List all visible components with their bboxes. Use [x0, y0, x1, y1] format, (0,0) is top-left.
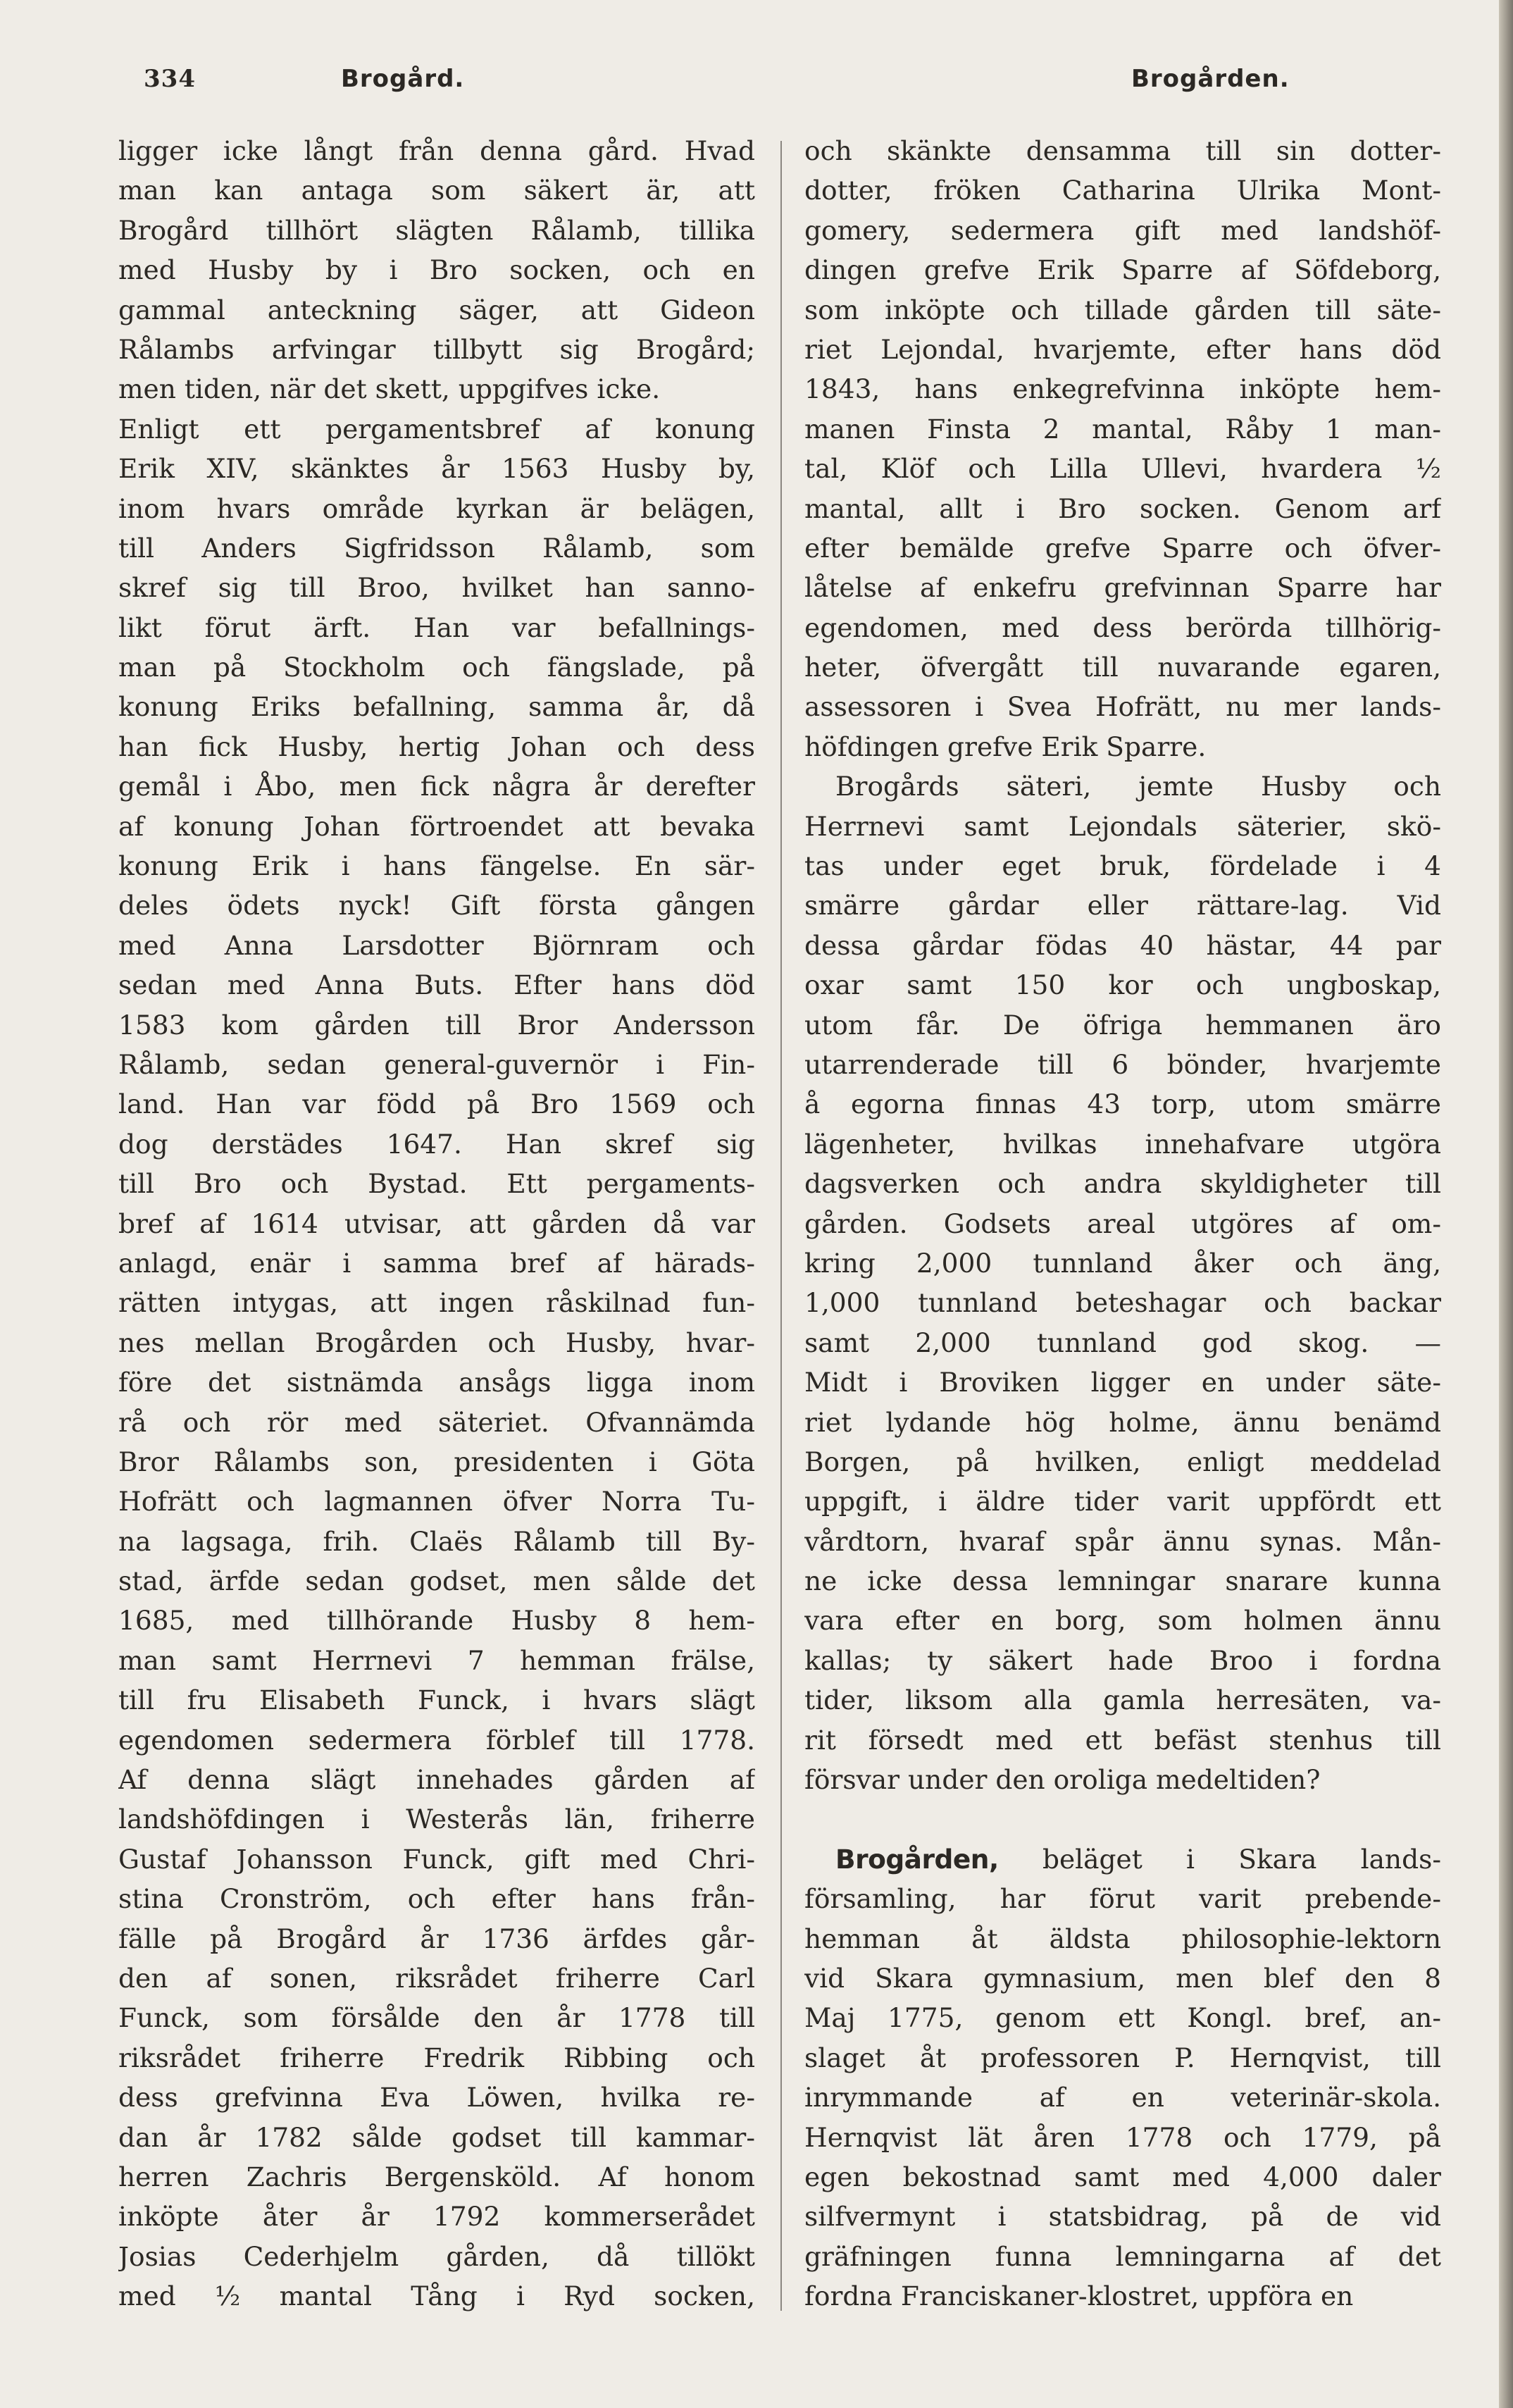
text-line: Herrnevi samt Lejondals säterier, skö- [804, 810, 1441, 842]
text-line: inrymmande af en veterinär-skola. [804, 2082, 1441, 2114]
text-line: med Husby by i Bro socken, och en [118, 254, 755, 286]
text-line: af konung Johan förtroendet att bevaka [118, 810, 755, 842]
text-line: Brogård tillhört slägten Rålamb, tillika [118, 214, 755, 246]
text-line: oxar samt 150 kor och ungboskap, [804, 969, 1441, 1001]
text-line: å egorna finnas 43 torp, utom smärre [804, 1088, 1441, 1120]
text-line: med ½ mantal Tång i Ryd socken, [118, 2280, 755, 2312]
text-line: egen bekostnad samt med 4,000 daler [804, 2161, 1441, 2192]
text-line: skref sig till Broo, hvilket han sanno- [118, 572, 755, 604]
text-line: stina Cronström, och efter hans från- [118, 1883, 755, 1915]
text-line: 1583 kom gården till Bror Andersson [118, 1009, 755, 1041]
text-line: dess grefvinna Eva Löwen, hvilka re- [118, 2082, 755, 2114]
text-line: Bror Rålambs son, presidenten i Göta [118, 1446, 755, 1477]
text-line: och skänkte densamma till sin dotter- [804, 135, 1441, 166]
text-line: gården. Godsets areal utgöres af om- [804, 1208, 1441, 1239]
text-line: Maj 1775, genom ett Kongl. bref, an- [804, 2002, 1441, 2034]
column-divider [780, 141, 782, 2311]
text-line: riet Lejondal, hvarjemte, efter hans död [804, 333, 1441, 365]
text-line: fordna Franciskaner-klostret, uppföra en [804, 2280, 1354, 2312]
section-lead-word: Brogården, [835, 1843, 999, 1875]
text-line: manen Finsta 2 mantal, Råby 1 man- [804, 413, 1441, 445]
text-line: vid Skara gymnasium, men blef den 8 [804, 1962, 1441, 1994]
text-line: landshöfdingen i Westerås län, friherre [118, 1804, 755, 1835]
text-line: höfdingen grefve Erik Sparre. [804, 731, 1207, 762]
text-line: gemål i Åbo, men fick några år derefter [118, 771, 755, 802]
text-line: dotter, fröken Catharina Ulrika Mont- [804, 175, 1441, 206]
text-line: 1843, hans enkegrefvinna inköpte hem- [804, 373, 1441, 405]
page-edge [1499, 0, 1513, 2408]
text-line: dagsverken och andra skyldigheter till [804, 1168, 1441, 1200]
text-line: stad, ärfde sedan godset, men sålde det [118, 1565, 755, 1597]
left-column [118, 131, 755, 2316]
text-line: Gustaf Johansson Funck, gift med Chri- [118, 1843, 755, 1875]
text-line: 1685, med tillhörande Husby 8 hem- [118, 1605, 755, 1637]
text-line: tider, liksom alla gamla herresäten, va- [804, 1684, 1441, 1716]
text-line: före det sistnämda ansågs ligga inom [118, 1367, 755, 1398]
running-title-right: Brogården. [1131, 65, 1290, 93]
text-line: silfvermynt i statsbidrag, på de vid [804, 2201, 1441, 2233]
text-line: Rålamb, sedan general-guvernör i Fin- [118, 1048, 755, 1080]
text-line: mantal, allt i Bro socken. Genom arf [804, 492, 1441, 524]
text-line: man samt Herrnevi 7 hemman frälse, [118, 1644, 755, 1676]
text-line: bref af 1614 utvisar, att gården då var [118, 1208, 755, 1239]
text-line: Hernqvist lät åren 1778 och 1779, på [804, 2121, 1441, 2153]
text-line: dessa gårdar födas 40 hästar, 44 par [804, 929, 1441, 961]
text-line: samt 2,000 tunnland god skog. — [804, 1327, 1441, 1358]
text-line: dan år 1782 sålde godset till kammar- [118, 2121, 755, 2153]
text-line: till Bro och Bystad. Ett pergaments- [118, 1168, 755, 1200]
text-line: han fick Husby, hertig Johan och dess [118, 731, 755, 762]
text-line: egendomen, med dess berörda tillhörig- [804, 612, 1441, 643]
text-line: Brogården, beläget i Skara lands- [835, 1843, 1441, 1875]
text-line: till Anders Sigfridsson Rålamb, som [118, 532, 755, 564]
text-line: som inköpte och tillade gården till säte- [804, 294, 1441, 325]
text-line: deles ödets nyck! Gift första gången [118, 890, 755, 921]
text-line: Erik XIV, skänktes år 1563 Husby by, [118, 453, 755, 485]
text-line: Midt i Broviken ligger en under säte- [804, 1367, 1441, 1398]
text-line: Hofrätt och lagmannen öfver Norra Tu- [118, 1486, 755, 1518]
text-line: till fru Elisabeth Funck, i hvars slägt [118, 1684, 755, 1716]
text-line: Josias Cederhjelm gården, då tillökt [118, 2240, 755, 2272]
text-line: 1,000 tunnland beteshagar och backar [804, 1287, 1441, 1319]
text-line: med Anna Larsdotter Björnram och [118, 929, 755, 961]
text-line: gräfningen funna lemningarna af det [804, 2240, 1441, 2272]
text-line: tas under eget bruk, fördelade i 4 [804, 850, 1441, 882]
text-line: Rålambs arfvingar tillbytt sig Brogård; [118, 333, 755, 365]
text-line: egendomen sedermera förblef till 1778. [118, 1724, 755, 1756]
text-line: likt förut ärft. Han var befallnings- [118, 612, 755, 643]
text-line: ne icke dessa lemningar snarare kunna [804, 1565, 1441, 1597]
text-line: vara efter en borg, som holmen ännu [804, 1605, 1441, 1637]
text-line: nes mellan Brogården och Husby, hvar- [118, 1327, 755, 1358]
text-line: efter bemälde grefve Sparre och öfver- [804, 532, 1441, 564]
text-line: den af sonen, riksrådet friherre Carl [118, 1962, 755, 1994]
text-line: låtelse af enkefru grefvinnan Sparre har [804, 572, 1441, 604]
text-line: gammal anteckning säger, att Gideon [118, 294, 755, 325]
text-line: Funck, som försålde den år 1778 till [118, 2002, 755, 2034]
text-line: tal, Klöf och Lilla Ullevi, hvardera ½ [804, 453, 1441, 485]
text-line: hemman åt äldsta philosophie-lektorn [804, 1923, 1441, 1954]
text-line: rå och rör med säteriet. Ofvannämda [118, 1406, 755, 1438]
text-line: konung Erik i hans fängelse. En sär- [118, 850, 755, 882]
text-line: rätten intygas, att ingen råskilnad fun- [118, 1287, 755, 1319]
text-line: Af denna slägt innehades gården af [118, 1764, 755, 1796]
running-title-left: Brogård. [341, 65, 465, 93]
text-line: sedan med Anna Buts. Efter hans död [118, 969, 755, 1001]
text-line: anlagd, enär i samma bref af härads- [118, 1247, 755, 1279]
text-line: man på Stockholm och fängslade, på [118, 652, 755, 683]
text-line: assessoren i Svea Hofrätt, nu mer lands- [804, 691, 1441, 723]
text-line: gomery, sedermera gift med landshöf- [804, 214, 1441, 246]
text-line: men tiden, när det skett, uppgifves icke. [118, 373, 661, 405]
text-line: dog derstädes 1647. Han skref sig [118, 1128, 755, 1160]
text-line: vårdtorn, hvaraf spår ännu synas. Mån- [804, 1525, 1441, 1557]
text-line: man kan antaga som säkert är, att [118, 175, 755, 206]
text-line: inom hvars område kyrkan är belägen, [118, 492, 755, 524]
text-line: församling, har förut varit prebende- [804, 1883, 1441, 1915]
text-line: kring 2,000 tunnland åker och äng, [804, 1247, 1441, 1279]
text-line: rit försedt med ett befäst stenhus till [804, 1724, 1441, 1756]
text-line: fälle på Brogård år 1736 ärfdes går- [118, 1923, 755, 1954]
text-line: Borgen, på hvilken, enligt meddelad [804, 1446, 1441, 1477]
text-line: inköpte åter år 1792 kommerserådet [118, 2201, 755, 2233]
text-line: slaget åt professoren P. Hernqvist, till [804, 2042, 1441, 2073]
text-line: riksrådet friherre Fredrik Ribbing och [118, 2042, 755, 2073]
text-line: dingen grefve Erik Sparre af Söfdeborg, [804, 254, 1441, 286]
right-column [804, 131, 1441, 2316]
text-line: land. Han var född på Bro 1569 och [118, 1088, 755, 1120]
text-line: kallas; ty säkert hade Broo i fordna [804, 1644, 1441, 1676]
text-line [804, 1799, 1441, 1839]
text-line: utom får. De öfriga hemmanen äro [804, 1009, 1441, 1041]
page-number: 334 [144, 65, 196, 93]
text-line: Enligt ett pergamentsbref af konung [118, 413, 755, 445]
text-line: uppgift, i äldre tider varit uppfördt ett [804, 1486, 1441, 1518]
text-line: riet lydande hög holme, ännu benämd [804, 1406, 1441, 1438]
text-line: heter, öfvergått till nuvarande egaren, [804, 652, 1441, 683]
text-line: lägenheter, hvilkas innehafvare utgöra [804, 1128, 1441, 1160]
text-line: ligger icke långt från denna gård. Hvad [118, 135, 755, 166]
text-line: smärre gårdar eller rättare-lag. Vid [804, 890, 1441, 921]
text-line: Brogårds säteri, jemte Husby och [835, 771, 1441, 802]
text-line: utarrenderade till 6 bönder, hvarjemte [804, 1048, 1441, 1080]
text-line: herren Zachris Bergensköld. Af honom [118, 2161, 755, 2192]
text-line: konung Eriks befallning, samma år, då [118, 691, 755, 723]
text-line: försvar under den oroliga medeltiden? [804, 1764, 1321, 1796]
text-line: na lagsaga, frih. Claës Rålamb till By- [118, 1525, 755, 1557]
